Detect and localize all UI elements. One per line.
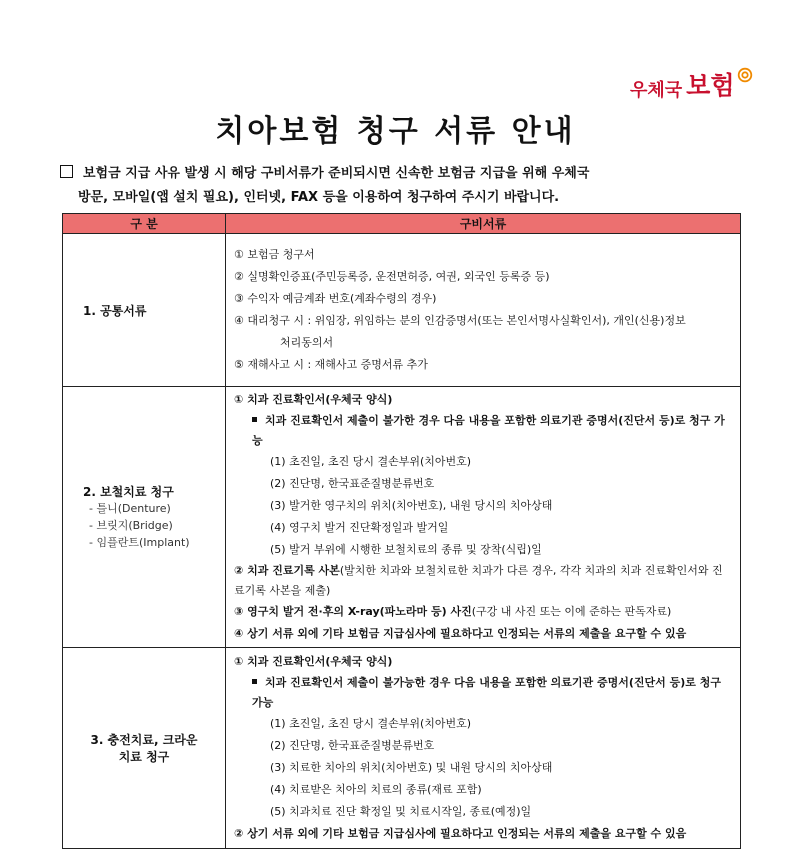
list-item <box>234 561 732 601</box>
bullet-note <box>234 673 732 713</box>
logo-text-main: 보험 <box>686 71 735 100</box>
checkbox-icon <box>60 165 73 178</box>
notice-line-1 <box>60 162 740 186</box>
list-item-continuation: 처리동의서 <box>280 336 334 349</box>
notice-text-1: 보험금 지급 사유 발생 시 해당 구비서류가 준비되시면 신속한 보험금 지급을 위해 우체국 <box>83 166 590 181</box>
brand-logo <box>630 66 754 102</box>
header-category: 구 분 <box>63 214 226 234</box>
table-row <box>63 387 741 648</box>
list-item: ② 상기 서류 외에 기타 보험금 지급심사에 필요하다고 인정되는 서류의 제출을 요구할 수 있음 <box>234 827 687 840</box>
category-title: 치료 청구 <box>118 750 170 764</box>
item-bold: ③ 영구치 발거 전·후의 X-ray(파노라마 등) 사진 <box>234 605 472 618</box>
list-item: ② 실명확인증표(주민등록증, 운전면허증, 여권, 외국인 등록증 등) <box>234 270 550 283</box>
sub-item: (3) 발거한 영구치의 위치(치아번호), 내원 당시의 치아상태 <box>270 499 553 512</box>
list-item <box>234 601 732 623</box>
square-bullet-icon <box>252 417 257 422</box>
header-documents: 구비서류 <box>226 214 741 234</box>
notice-paragraph <box>60 162 740 210</box>
item-rest: (구강 내 사진 또는 이에 준하는 판독자료) <box>471 605 672 618</box>
list-item: ③ 수익자 예금계좌 번호(계좌수령의 경우) <box>234 292 437 305</box>
category-cell <box>63 234 226 387</box>
page-title: 치아보험 청구 서류 안내 <box>215 114 576 149</box>
sub-item: (5) 치과치료 진단 확정일 및 치료시작일, 종료(예정)일 <box>270 805 532 818</box>
table-row <box>63 648 741 849</box>
sub-item: (5) 발거 부위에 시행한 보철치료의 종류 및 장착(식립)일 <box>270 543 542 556</box>
list-item: ① 치과 진료확인서(우체국 양식) <box>234 393 393 406</box>
category-sub: - 틀니(Denture) <box>89 502 171 515</box>
bullet-note <box>234 411 732 451</box>
item-bold: ② 치과 진료기록 사본 <box>234 564 340 577</box>
category-title: 1. 공통서류 <box>83 303 147 318</box>
sub-item: (4) 영구치 발거 진단확정일과 발거일 <box>270 521 449 534</box>
item-rest: (발치한 치과와 보철치료한 치과가 다른 경우, 각각 치과의 치과 진료확인서와 진료기록 사본을 제출) <box>234 564 723 597</box>
sub-item: (2) 진단명, 한국표준질병분류번호 <box>270 739 435 752</box>
sub-item: (2) 진단명, 한국표준질병분류번호 <box>270 477 435 490</box>
documents-cell <box>226 648 741 849</box>
documents-cell <box>226 387 741 648</box>
swirl-logo-icon <box>736 66 754 84</box>
list-item: ④ 상기 서류 외에 기타 보험금 지급심사에 필요하다고 인정되는 서류의 제출을 요구할 수 있음 <box>234 627 687 640</box>
list-item: ⑤ 재해사고 시 : 재해사고 증명서류 추가 <box>234 358 428 371</box>
sub-item: (3) 치료한 치아의 위치(치아번호) 및 내원 당시의 치아상태 <box>270 761 553 774</box>
documents-table <box>62 213 741 849</box>
notice-text-2: 방문, 모바일(앱 설치 필요), 인터넷, FAX 등을 이용하여 청구하여 주시기 바랍니다. <box>78 190 560 205</box>
category-sub: - 브릿지(Bridge) <box>89 519 173 532</box>
category-title: 2. 보철치료 청구 <box>83 485 174 499</box>
square-bullet-icon <box>252 679 257 684</box>
table-header-row <box>63 214 741 234</box>
logo-text-sub: 우체국 <box>630 80 683 101</box>
sub-item: (4) 치료받은 치아의 치료의 종류(재료 포함) <box>270 783 482 796</box>
category-cell <box>63 648 226 849</box>
category-sub: - 임플란트(Implant) <box>89 536 190 549</box>
list-item: ① 치과 진료확인서(우체국 양식) <box>234 655 393 668</box>
documents-cell <box>226 234 741 387</box>
sub-item: (1) 초진일, 초진 당시 결손부위(치아번호) <box>270 717 472 730</box>
bullet-text: 치과 진료확인서 제출이 불가능한 경우 다음 내용을 포함한 의료기관 증명서(진단서 등)로 청구 가능 <box>252 676 721 709</box>
bullet-text: 치과 진료확인서 제출이 불가한 경우 다음 내용을 포함한 의료기관 증명서(진단서 등)로 청구 가능 <box>252 414 725 447</box>
sub-item: (1) 초진일, 초진 당시 결손부위(치아번호) <box>270 455 472 468</box>
category-title: 3. 충전치료, 크라운 <box>90 733 198 747</box>
category-cell <box>63 387 226 648</box>
table-row <box>63 234 741 387</box>
list-item: ④ 대리청구 시 : 위임장, 위임하는 분의 인감증명서(또는 본인서명사실확인서), 개인(신용)정보 <box>234 314 686 327</box>
list-item: ① 보험금 청구서 <box>234 248 315 261</box>
